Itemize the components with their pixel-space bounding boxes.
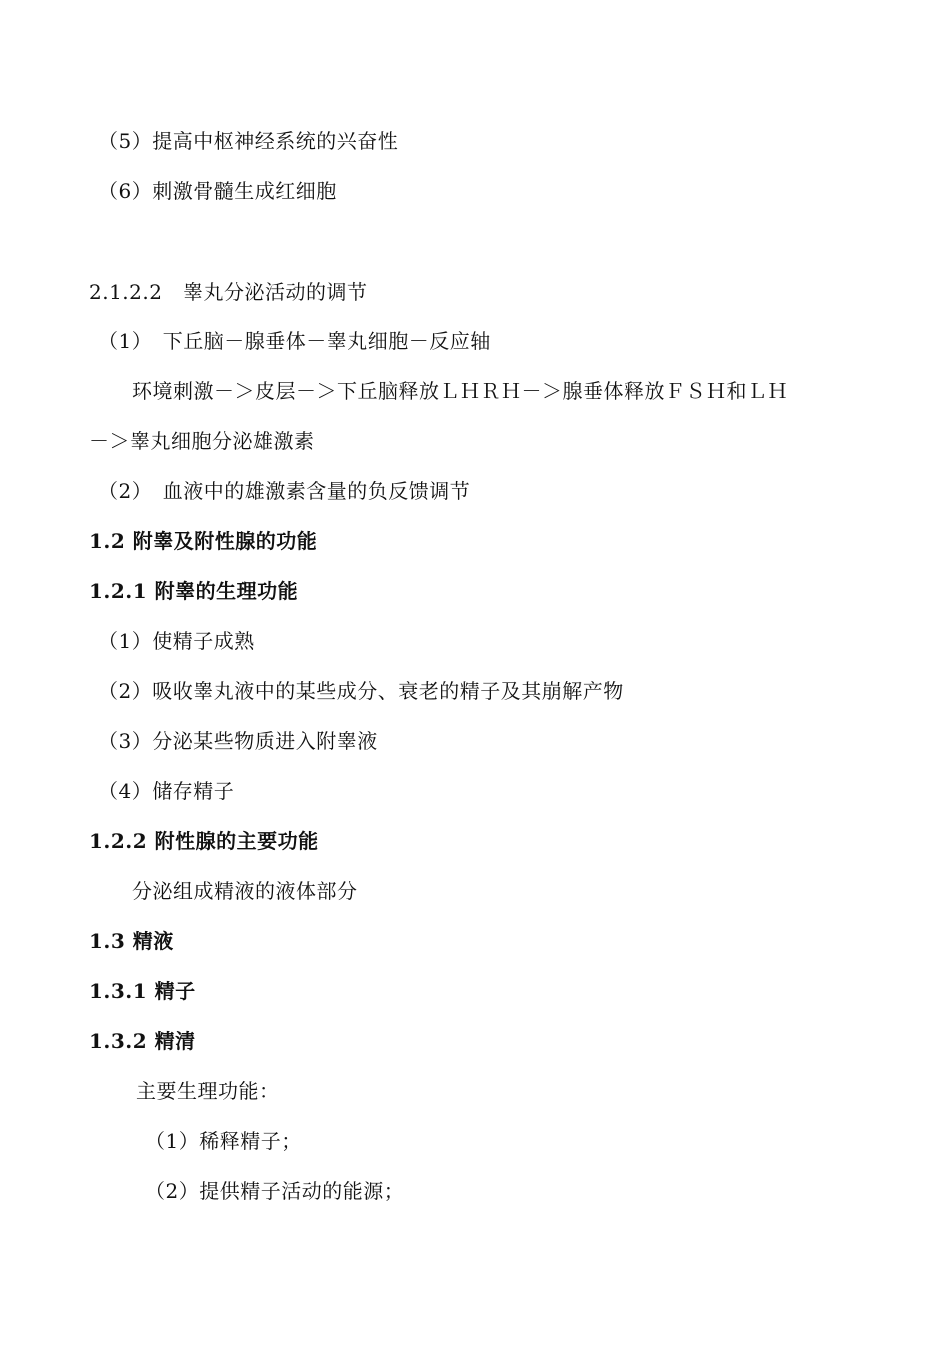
list-item: （3）分泌某些物质进入附睾液: [98, 729, 378, 753]
subsection-heading: 1.2.1 附睾的生理功能: [89, 579, 299, 603]
list-item: （1）稀释精子；: [145, 1129, 302, 1153]
section-heading: 1.3 精液: [89, 929, 174, 953]
section-heading: 2.1.2.2 睾丸分泌活动的调节: [89, 280, 368, 304]
list-item: （1）使精子成熟: [98, 629, 255, 653]
list-item: （2） 血液中的雄激素含量的负反馈调节: [98, 479, 471, 503]
paragraph: －＞睾丸细胞分泌雄激素: [89, 429, 315, 453]
list-item: （2）提供精子活动的能源；: [145, 1179, 405, 1203]
subsection-heading: 1.3.2 精清: [89, 1029, 196, 1053]
paragraph: 分泌组成精液的液体部分: [132, 879, 358, 903]
list-item: （5）提高中枢神经系统的兴奋性: [98, 129, 399, 153]
subsection-heading: 1.2.2 附性腺的主要功能: [89, 829, 319, 853]
paragraph: 环境刺激－＞皮层－＞下丘脑释放ＬＨＲＨ－＞腺垂体释放ＦＳＨ和ＬＨ: [132, 379, 788, 403]
list-item: （1） 下丘脑－腺垂体－睾丸细胞－反应轴: [98, 329, 491, 353]
paragraph: 主要生理功能：: [136, 1079, 280, 1103]
subsection-heading: 1.3.1 精子: [89, 979, 196, 1003]
list-item: （4）储存精子: [98, 779, 235, 803]
section-heading: 1.2 附睾及附性腺的功能: [89, 529, 318, 553]
list-item: （2）吸收睾丸液中的某些成分、衰老的精子及其崩解产物: [98, 679, 624, 703]
list-item: （6）刺激骨髓生成红细胞: [98, 179, 337, 203]
